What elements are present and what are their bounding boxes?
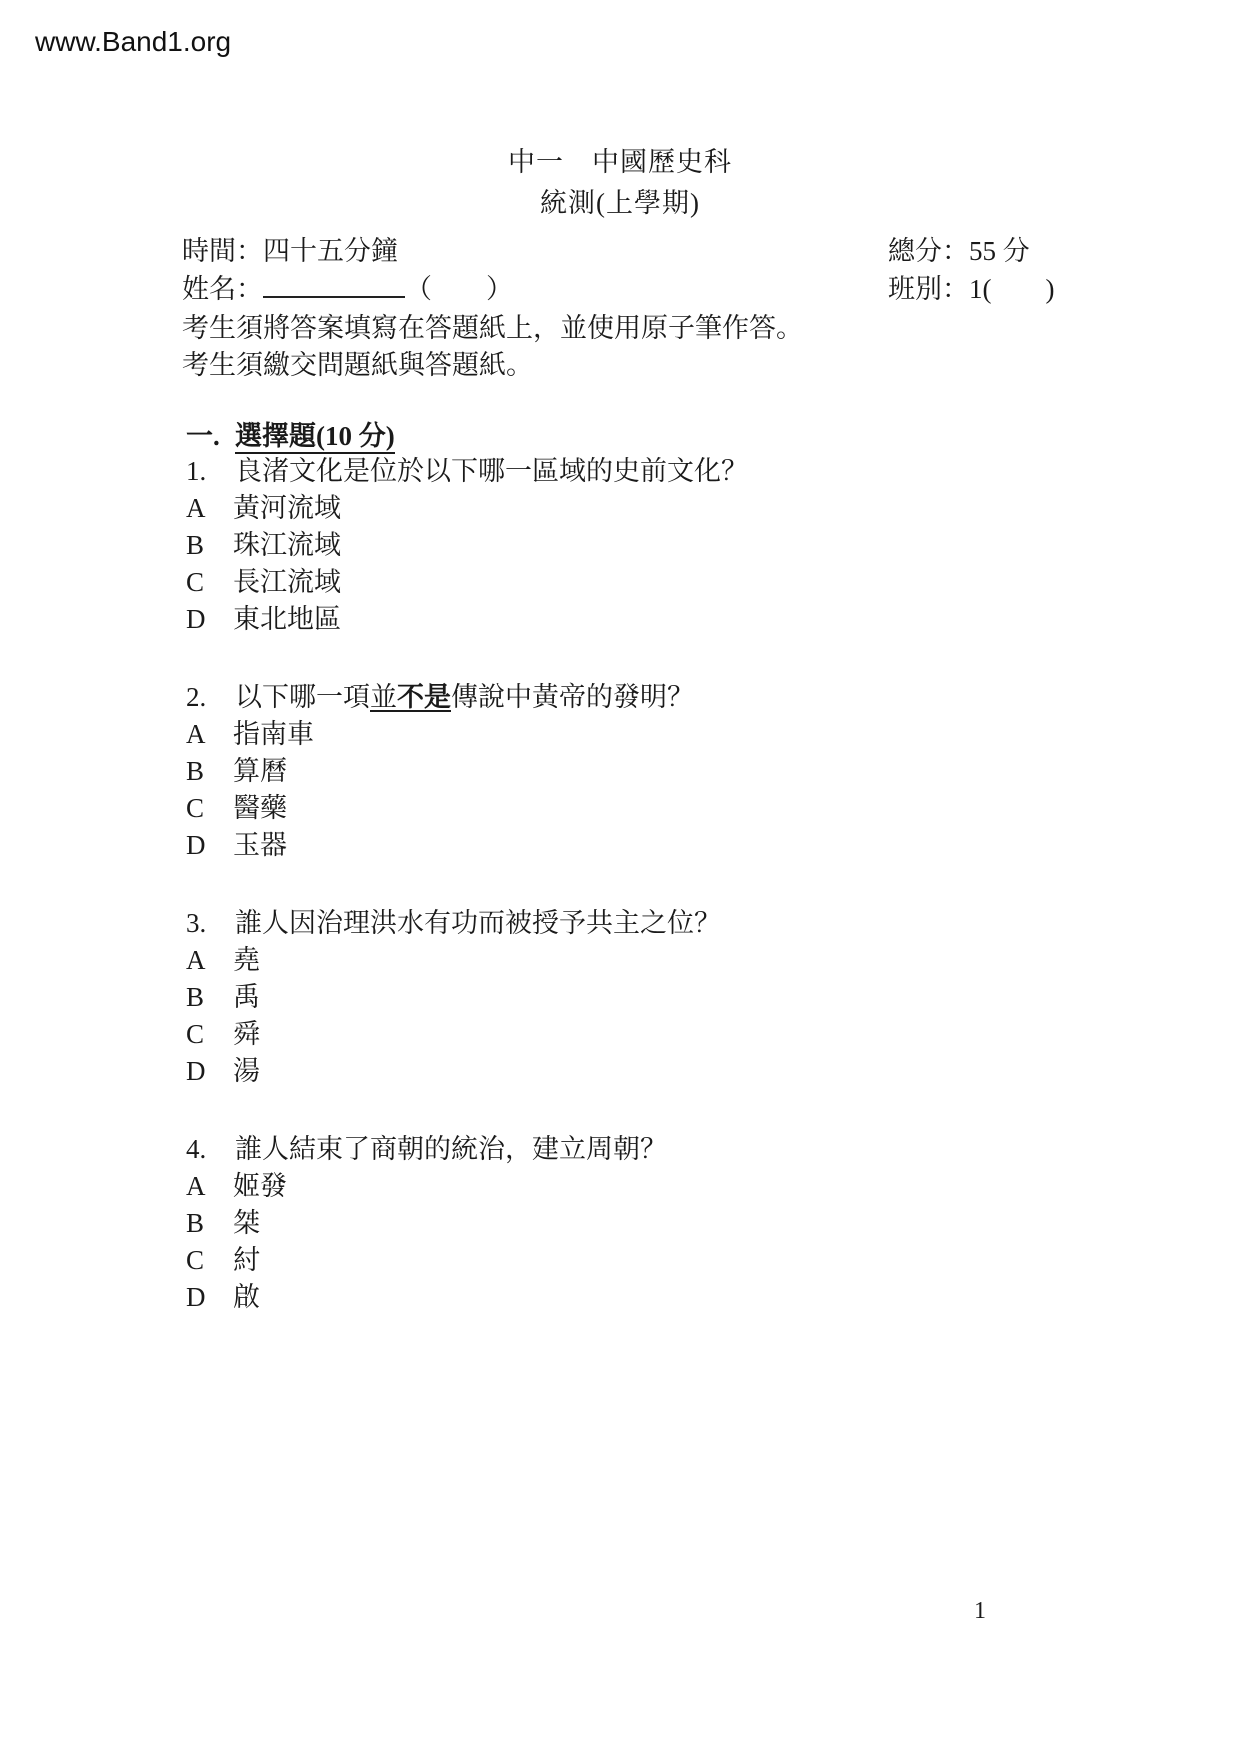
- section-1-header: [186, 414, 1116, 453]
- question-2-option-a: [186, 716, 1116, 753]
- question-2-text: [235, 679, 1116, 716]
- question-2-text-line: [186, 679, 1116, 716]
- question-3: [186, 905, 1116, 1090]
- question-4-text: 誰人結束了商朝的統治，建立周朝？: [235, 1134, 667, 1164]
- question-4-option-d: [186, 1279, 1116, 1316]
- option-text: 醫藥: [233, 793, 287, 823]
- option-text: 湯: [233, 1056, 260, 1086]
- question-1-number: 1.: [186, 456, 207, 486]
- option-letter: D: [186, 604, 206, 634]
- question-1-option-a: [186, 490, 1116, 527]
- option-text: 東北地區: [233, 604, 341, 634]
- question-4-option-c: [186, 1242, 1116, 1279]
- option-text: 指南車: [233, 719, 314, 749]
- option-letter: B: [186, 982, 205, 1012]
- class-label: 班別：1( ): [888, 274, 1055, 304]
- option-letter: A: [186, 493, 206, 523]
- name-row: [182, 267, 513, 306]
- option-letter: B: [186, 530, 205, 560]
- option-text: 算曆: [233, 756, 287, 786]
- question-3-text: 誰人因治理洪水有功而被授予共主之位？: [235, 908, 721, 938]
- question-3-text-line: [186, 905, 1116, 942]
- question-4: [186, 1131, 1116, 1316]
- question-4-option-b: [186, 1205, 1116, 1242]
- question-3-option-c: [186, 1016, 1116, 1053]
- option-letter: B: [186, 756, 205, 786]
- question-1-text: 良渚文化是位於以下哪一區域的史前文化？: [235, 456, 748, 486]
- option-text: 堯: [233, 945, 260, 975]
- option-text: 紂: [233, 1245, 260, 1275]
- section-1-number: 一.: [186, 421, 220, 451]
- question-2-text-pre: 以下哪一項: [235, 682, 370, 712]
- question-2-option-c: [186, 790, 1116, 827]
- question-1-option-c: [186, 564, 1116, 601]
- site-watermark: www.Band1.org: [35, 26, 232, 57]
- instruction-line-2: 考生須繳交問題紙與答題紙。: [182, 350, 533, 380]
- instruction-line-1: 考生須將答案填寫在答題紙上，並使用原子筆作答。: [182, 313, 803, 343]
- exam-title: 中一 中國歷史科: [508, 147, 732, 177]
- question-2-option-b: [186, 753, 1116, 790]
- question-3-number: 3.: [186, 908, 207, 938]
- question-2-text-post: 傳說中黃帝的發明？: [451, 682, 694, 712]
- total-marks-label: 總分：55 分: [888, 236, 1030, 266]
- question-4-option-a: [186, 1168, 1116, 1205]
- option-letter: B: [186, 1208, 205, 1238]
- question-3-option-d: [186, 1053, 1116, 1090]
- option-letter: C: [186, 1019, 205, 1049]
- question-1: [186, 453, 1116, 638]
- option-letter: C: [186, 793, 205, 823]
- question-4-text-line: [186, 1131, 1116, 1168]
- option-text: 珠江流域: [233, 530, 341, 560]
- option-text: 禹: [233, 982, 260, 1012]
- question-4-number: 4.: [186, 1134, 207, 1164]
- option-text: 舜: [233, 1019, 260, 1049]
- question-1-text-line: [186, 453, 1116, 490]
- page-number: 1: [974, 1598, 986, 1624]
- exam-subtitle: 統測(上學期): [540, 188, 700, 218]
- question-2-option-d: [186, 827, 1116, 864]
- section-1-title: 選擇題(10 分): [235, 421, 395, 454]
- option-text: 長江流域: [233, 567, 341, 597]
- option-letter: A: [186, 945, 206, 975]
- option-text: 黃河流域: [233, 493, 341, 523]
- option-letter: D: [186, 1282, 206, 1312]
- name-blank-line: [263, 271, 405, 298]
- question-2: [186, 679, 1116, 864]
- option-letter: D: [186, 1056, 206, 1086]
- question-1-option-b: [186, 527, 1116, 564]
- option-letter: A: [186, 1171, 206, 1201]
- option-text: 啟: [233, 1282, 260, 1312]
- question-1-option-d: [186, 601, 1116, 638]
- name-class-paren: （ ）: [405, 274, 513, 304]
- name-label: 姓名：: [182, 274, 263, 304]
- time-allowed-label: 時間：四十五分鐘: [182, 236, 398, 266]
- question-2-text-underlined-bold: 不是: [397, 682, 451, 712]
- question-2-text-underlined: 並: [370, 682, 397, 712]
- question-3-option-a: [186, 942, 1116, 979]
- option-letter: A: [186, 719, 206, 749]
- option-letter: C: [186, 567, 205, 597]
- option-letter: D: [186, 830, 206, 860]
- option-text: 玉器: [233, 830, 287, 860]
- question-3-option-b: [186, 979, 1116, 1016]
- option-text: 桀: [233, 1208, 260, 1238]
- questions-area: [186, 414, 1116, 1357]
- question-2-number: 2.: [186, 682, 207, 712]
- option-letter: C: [186, 1245, 205, 1275]
- option-text: 姬發: [233, 1171, 287, 1201]
